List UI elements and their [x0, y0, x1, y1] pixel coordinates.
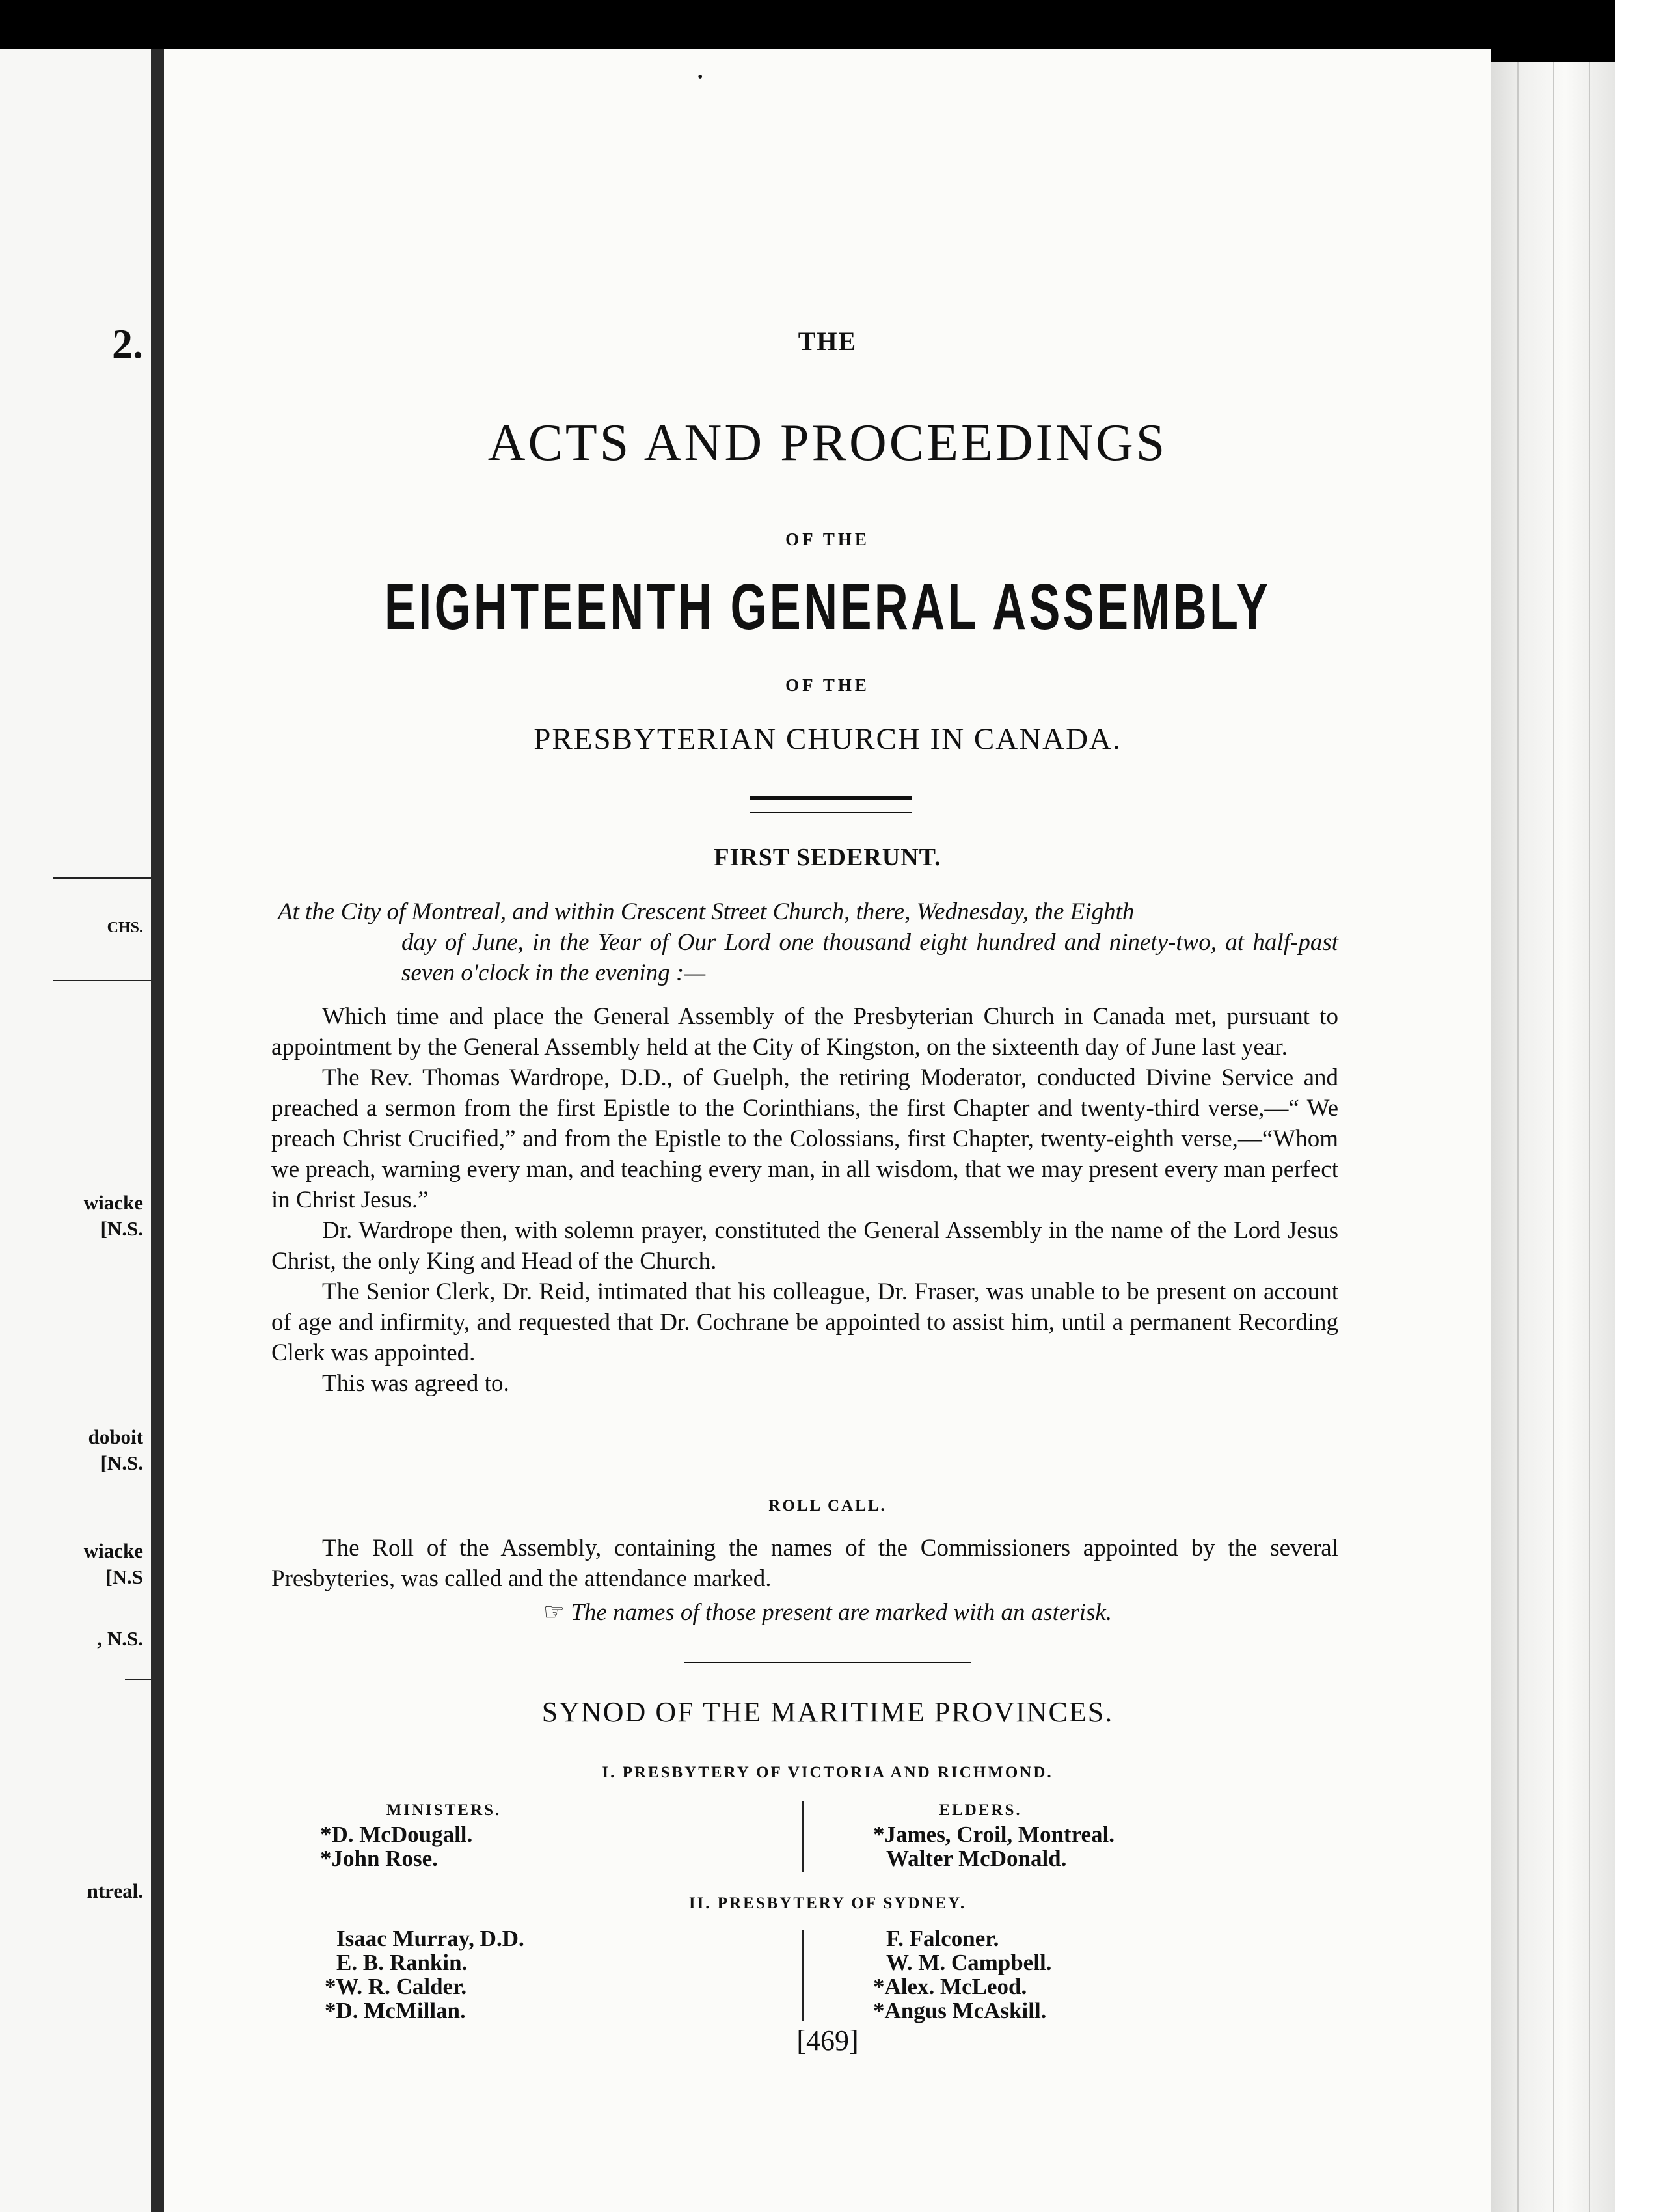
minister-name: *John Rose.: [320, 1846, 438, 1871]
document-page: [164, 49, 1491, 2212]
sederunt-heading: FIRST SEDERUNT.: [714, 844, 941, 871]
paragraph: The Senior Clerk, Dr. Reid, intimated that his colleague, Dr. Fraser, was unable to be present on account of age and infirmity, and requested that Dr. Cochrane be appointed to assist him, until a permanent Recording Clerk was appointed.: [271, 1278, 1338, 1366]
title-rule-thick: [750, 796, 912, 800]
elder-name: F. Falconer.: [886, 1926, 999, 1951]
elder-name: Walter McDonald.: [886, 1846, 1067, 1871]
minister-name: Isaac Murray, D.D.: [336, 1926, 524, 1951]
scan-background: [1615, 0, 1676, 2212]
minister-name: *D. McMillan.: [325, 1998, 466, 2023]
sederunt-intro: [271, 897, 1338, 988]
left-fragment: 2.: [112, 321, 143, 367]
left-fragment: [N.S.: [100, 1217, 143, 1240]
presbytery-heading: II. PRESBYTERY OF SYDNEY.: [688, 1895, 967, 1912]
elder-name: *James, Croil, Montreal.: [873, 1822, 1115, 1847]
note-text: The names of those present are marked with an asterisk.: [571, 1599, 1113, 1626]
ministers-label: MINISTERS.: [386, 1801, 502, 1819]
elders-label: ELDERS.: [939, 1801, 1022, 1819]
roll-call-heading: ROLL CALL.: [768, 1497, 887, 1515]
paragraph: The Rev. Thomas Wardrope, D.D., of Guelph, the retiring Moderator, conducted Divine Service and preached a sermon from the first Epistle to the Corinthians, the first Chapter and twenty-third verse,—“ We preach Christ Crucified,” and from the Epistle to the Colossians, first Chapter, twenty-eighth verse,—“Whom we preach, warning every man, and teaching every man, in all wisdom, that we may present every man perfect in Christ Jesus.”: [271, 1064, 1338, 1213]
paragraph: The Roll of the Assembly, containing the names of the Commissioners appointed by the several Presbyteries, was called and the attendance marked.: [271, 1535, 1338, 1592]
ministers-column: [320, 1798, 567, 1870]
title-acts-and-proceedings: ACTS AND PROCEEDINGS: [487, 414, 1168, 472]
section-rule: [684, 1662, 971, 1663]
synod-heading: SYNOD OF THE MARITIME PROVINCES.: [541, 1696, 1114, 1728]
left-page-margin: [0, 49, 151, 2212]
left-rule: [53, 877, 151, 879]
presbytery-heading: I. PRESBYTERY OF VICTORIA AND RICHMOND.: [602, 1764, 1053, 1781]
elders-column: [873, 1798, 1198, 1870]
intro-first-line: At the City of Montreal, and within Crescent Street Church, there, Wednesday, the Eighth: [278, 898, 1135, 925]
paragraph: Dr. Wardrope then, with solemn prayer, constituted the General Assembly in the name of the Lord Jesus Christ, the only King and Head of the Church.: [271, 1217, 1338, 1275]
page-edge: [1491, 62, 1615, 2212]
book-gutter: [151, 49, 164, 2212]
intro-continuation: day of June, in the Year of Our Lord one thousand eight hundred and ninety-two, at half-past seven o'clock in the evening :—: [401, 929, 1338, 986]
left-fragment: wiacke: [83, 1539, 143, 1562]
left-fragment: [N.S.: [100, 1451, 143, 1474]
minister-name: E. B. Rankin.: [336, 1950, 468, 1975]
title-the: THE: [798, 327, 858, 356]
column-divider: [802, 1930, 804, 2021]
elder-name: *Angus McAskill.: [873, 1998, 1047, 2023]
sederunt-body: [271, 1001, 1338, 1399]
left-fragment: [N.S: [105, 1565, 143, 1588]
minister-name: *W. R. Calder.: [325, 1974, 467, 1999]
column-divider: [802, 1801, 804, 1872]
paragraph: This was agreed to.: [322, 1370, 509, 1397]
left-fragment: ntreal.: [87, 1880, 143, 1902]
ministers-column: [325, 1926, 584, 2023]
left-fragment: doboit: [88, 1425, 143, 1448]
left-rule: [125, 1679, 151, 1680]
left-fragment: wiacke: [83, 1191, 143, 1214]
asterisk-note: [164, 1598, 1491, 1626]
pointing-hand-icon: ☞: [543, 1599, 565, 1626]
left-fragment: CHS.: [107, 919, 143, 936]
elder-name: *Alex. McLeod.: [873, 1974, 1027, 1999]
left-fragment: , N.S.: [97, 1627, 143, 1650]
title-rule-thin: [750, 812, 912, 813]
elders-column: [873, 1926, 1211, 2023]
printer-mark: •: [697, 69, 703, 86]
elder-name: W. M. Campbell.: [886, 1950, 1052, 1975]
roll-call-body: [271, 1533, 1338, 1594]
left-rule: [53, 980, 151, 981]
subtitle-of-the: OF THE: [785, 530, 870, 549]
minister-name: *D. McDougall.: [320, 1822, 473, 1847]
page-number: [469]: [796, 2025, 859, 2057]
subtitle-of-the: OF THE: [785, 675, 870, 695]
paragraph: Which time and place the General Assembly of the Presbyterian Church in Canada met, pursuant to appointment by the General Assembly held at the City of Kingston, on the sixteenth day of June last year.: [271, 1003, 1338, 1060]
title-presbyterian-church: PRESBYTERIAN CHURCH IN CANADA.: [534, 722, 1122, 756]
title-eighteenth-general-assembly: EIGHTEENTH GENERAL ASSEMBLY: [384, 571, 1271, 643]
